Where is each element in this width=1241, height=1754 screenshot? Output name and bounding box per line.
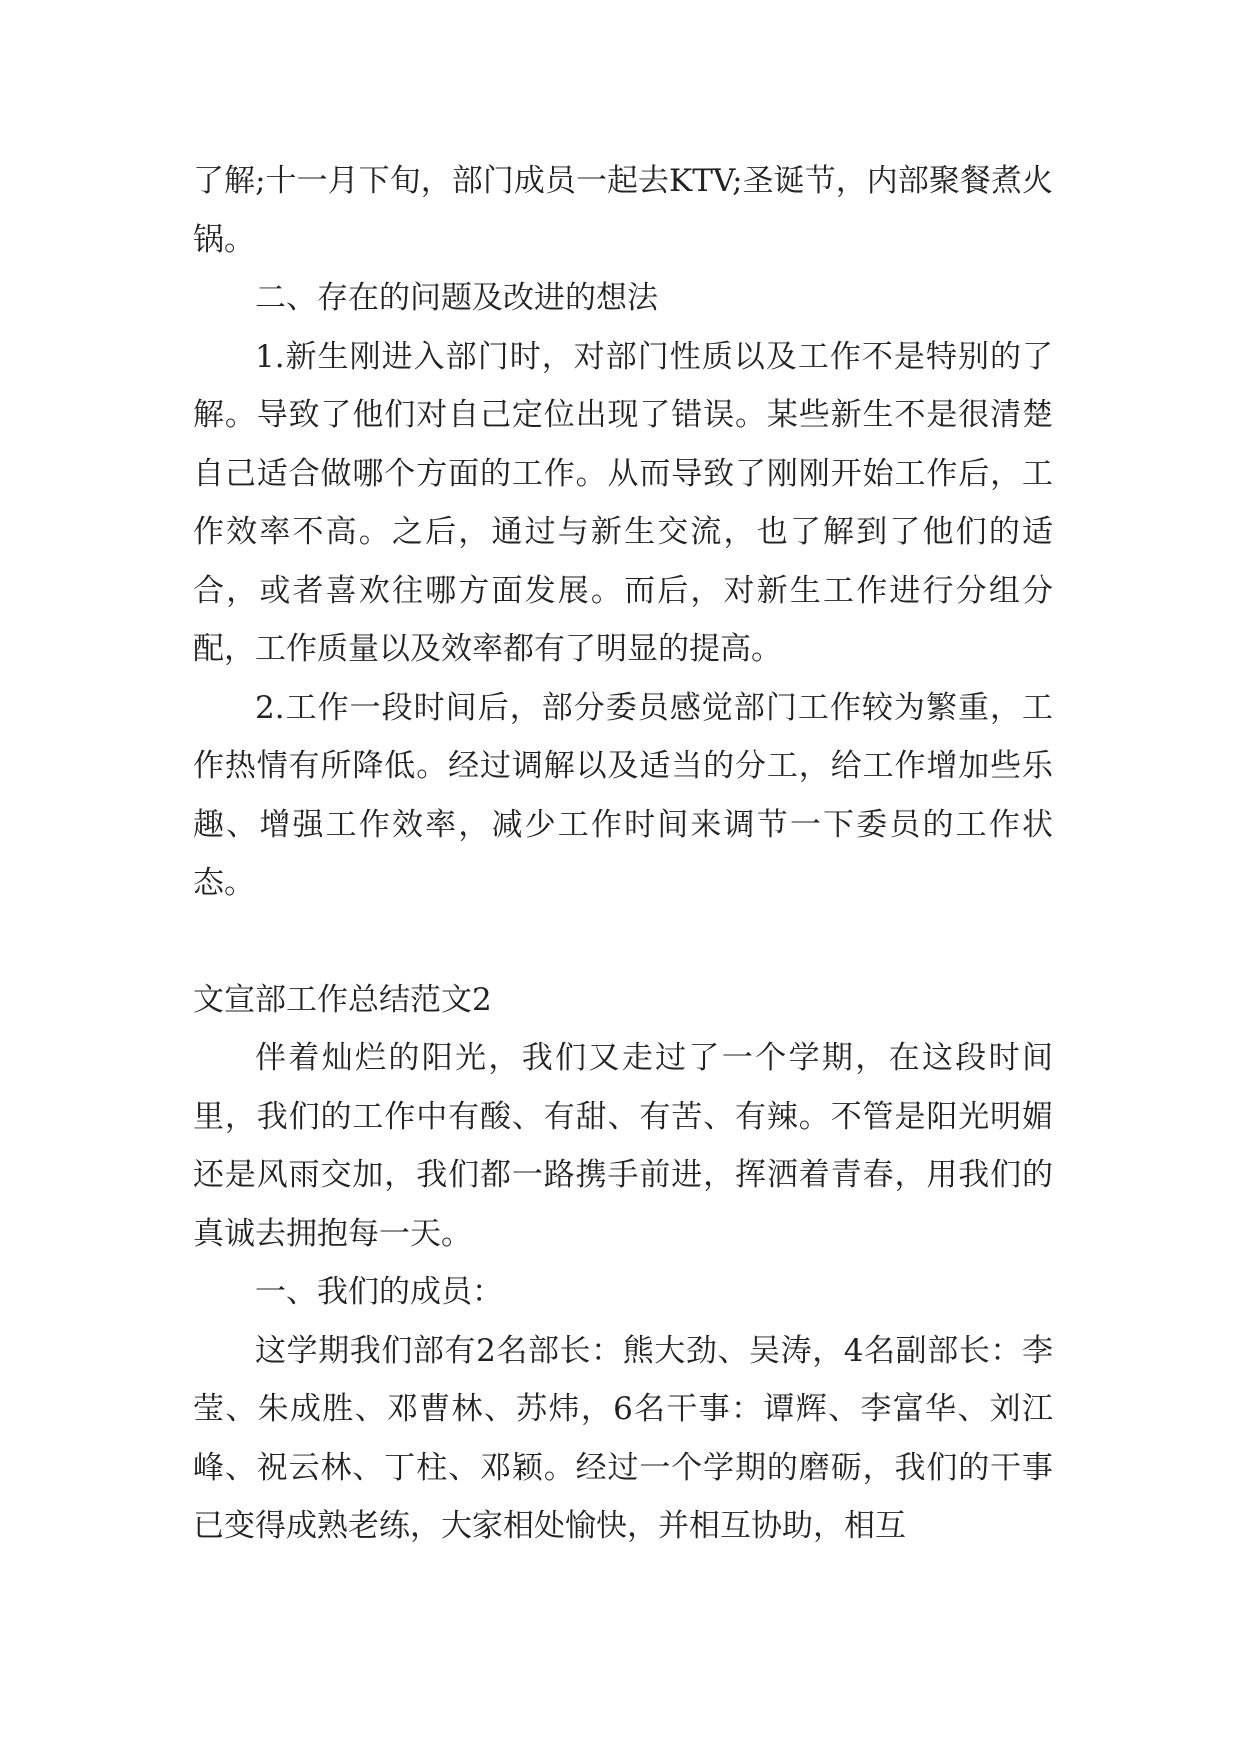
section-heading-members: 一、我们的成员： (255, 1274, 503, 1310)
article-title: 文宣部工作总结范文2 (193, 981, 492, 1018)
paragraph-point-2: 2.工作一段时间后，部分委员感觉部门工作较为繁重，工作热情有所降低。经过调解以及适当的分工，给工作增加些乐趣、增强工作效率，减少工作时间来调节一下委员的工作状态。 (193, 689, 1053, 901)
paragraph-point-1: 1.新生刚进入部门时，对部门性质以及工作不是特别的了解。导致了他们对自己定位出现了错误。某些新生不是很清楚自己适合做哪个方面的工作。从而导致了刚刚开始工作后，工作效率不高。之后，通过与新生交流，也了解到了他们的适合，或者喜欢往哪方面发展。而后，对新生工作进行分组分配，工作质量以及效率都有了明显的提高。 (193, 338, 1053, 667)
section-heading-problems: 二、存在的问题及改进的想法 (255, 280, 658, 316)
paragraph-intro: 伴着灿烂的阳光，我们又走过了一个学期，在这段时间里，我们的工作中有酸、有甜、有苦、有辣。不管是阳光明媚还是风雨交加，我们都一路携手前进，挥洒着青春，用我们的真诚去拥抱每一天。 (193, 1040, 1053, 1252)
paragraph-continuation: 了解;十一月下旬，部门成员一起去KTV;圣诞节，内部聚餐煮火锅。 (193, 163, 1053, 258)
paragraph-members: 这学期我们部有2名部长：熊大劲、吴涛，4名副部长：李莹、朱成胜、邓曹林、苏炜，6名干事：谭辉、李富华、刘江峰、祝云林、丁柱、邓颖。经过一个学期的磨砺，我们的干事已变得成熟老练，大家相处愉快，并相互协助，相互 (193, 1332, 1053, 1544)
document-body (193, 152, 1053, 1556)
